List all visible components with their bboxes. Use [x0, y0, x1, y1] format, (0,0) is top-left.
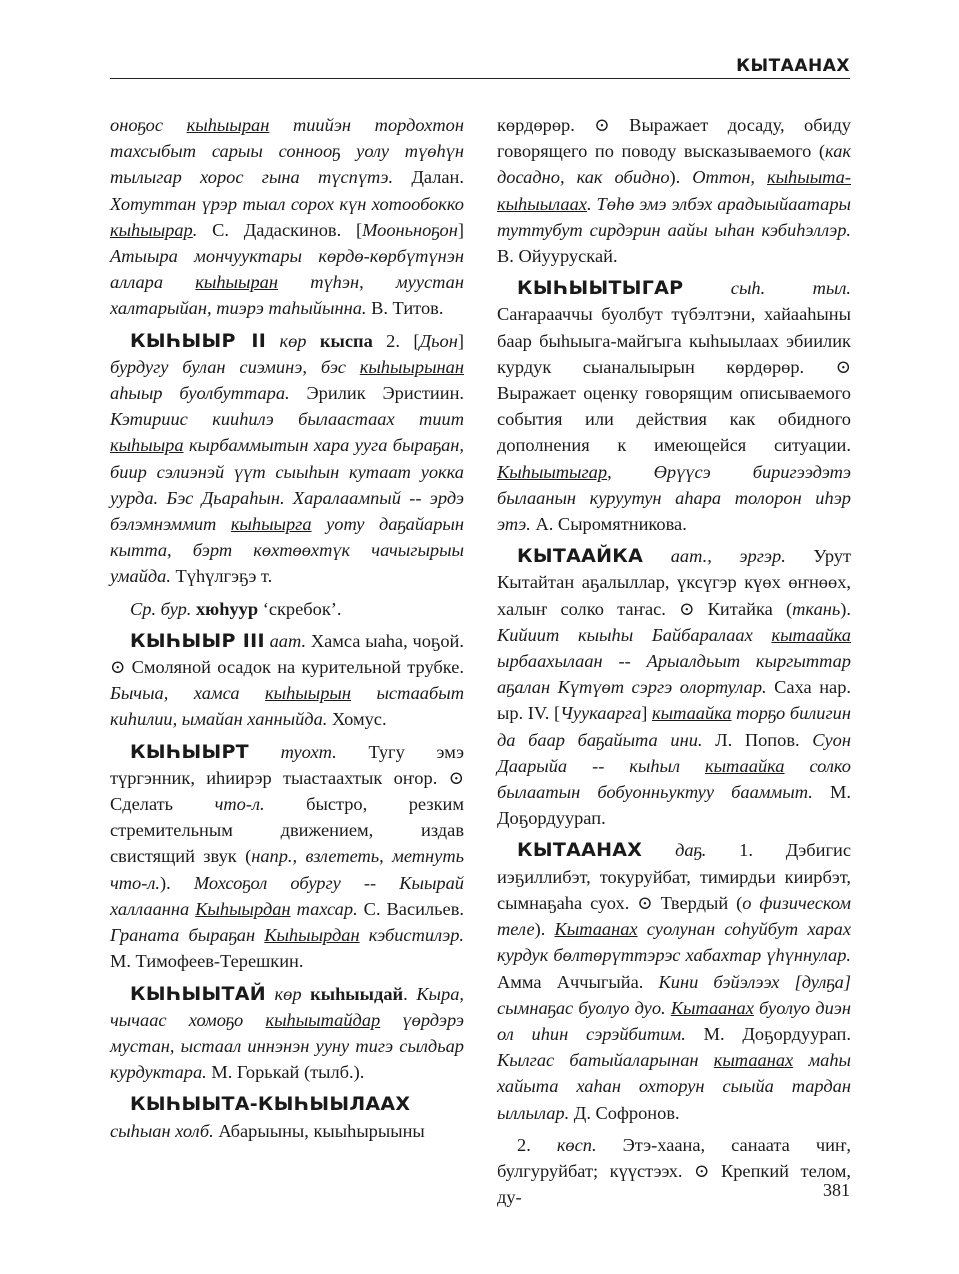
example-text: Мохсоҕол обургу -- Кыырай халлаанна: [110, 872, 464, 919]
entry-text: ).: [534, 919, 555, 940]
example-text: тахсар.: [290, 898, 358, 919]
example-text: тиийэн тордохтон тахсыбыт сарыы соннооҕ уолу түөһүн тылыгар хорос гына түспүтэ.: [110, 115, 464, 188]
highlighted-word: кытаанах: [713, 1050, 794, 1071]
headword: КЫҺЫЫР II: [130, 329, 267, 352]
headword: КЫТААЙКА: [517, 545, 644, 568]
example-text: Суон Даарыйа -- кыһыл: [497, 729, 851, 776]
headword: КЫҺЫЫТАЙ: [130, 982, 266, 1005]
entry-text: Абарыыны, кыыһырыыны: [213, 1120, 425, 1141]
entry-text: С. Дадаскинов. [: [197, 219, 363, 240]
example-text: суолунан соһуйбут харах курдук бөлтөрүттэрэс хабахтар үһүннулар.: [497, 919, 851, 966]
highlighted-word: Кыһыырдан: [264, 925, 360, 946]
example-text: о физическом теле: [497, 892, 851, 940]
highlighted-word: Кытаанах: [554, 919, 638, 940]
example-text: Мооньноҕон: [362, 219, 458, 240]
highlighted-word: кыһыырын: [265, 683, 351, 704]
entry-text: ]: [457, 330, 464, 351]
headword: КЫҺЫЫРТ: [130, 740, 249, 763]
left-column: [110, 112, 464, 1144]
example-text: көсп.: [556, 1134, 597, 1155]
highlighted-word: кыһыыран: [195, 272, 278, 293]
continued-paragraph: [110, 112, 464, 322]
example-text: Граната быраҕан: [110, 925, 265, 946]
entry-text: быстро, резким стремительным движением, издав свистящий звук (: [110, 794, 464, 867]
highlighted-word: Кытаанах: [670, 997, 754, 1018]
entry-text: Далан.: [393, 167, 464, 188]
highlighted-word: кыһыырар: [110, 219, 193, 240]
dictionary-entry: [110, 628, 464, 733]
example-text: Кыра, чычаас хомоҕо: [110, 983, 464, 1030]
entry-text: Урут Кытайтан аҕалыллар, үксүгэр күөх өҥнөөх, халыҥ солко таҥас. ⊙ Китайка (: [497, 546, 852, 619]
example-text: солко былаатын бобуонньуктуу бааммыт.: [497, 755, 851, 803]
dictionary-entry: [497, 837, 851, 1125]
example-text: үөрдэрэ мустан, ыстаал иннэнэн ууну тигэ сылдьар курдуктара.: [110, 1009, 465, 1083]
example-text: как досадно, как обидно: [497, 141, 851, 188]
entry-text: Д. Софронов.: [569, 1102, 680, 1123]
entry-text: Амма Аччыгыйа.: [497, 971, 659, 992]
example-text: Кэтириис кииһилэ былаастаах тиит: [110, 409, 464, 430]
entry-text: .: [403, 983, 417, 1004]
example-text: ыстаабыт киһилии, ымайан ханныйда.: [110, 683, 464, 730]
entry-text: М. Доҕордуурап.: [685, 1023, 851, 1044]
example-text: сыһ. тыл.: [683, 278, 851, 299]
example-text: түһэн, муустан халтарыйан, тиэрэ таһыйынна.: [110, 272, 464, 319]
header-rule: [110, 78, 850, 79]
example-text: Оттон,: [692, 167, 767, 188]
example-text: туохт.: [248, 741, 337, 762]
example-text: буолуо диэн ол иһин сэрэйбитим.: [497, 997, 851, 1044]
highlighted-word: кытаайка: [704, 755, 785, 776]
highlighted-word: кыһыыран: [186, 115, 270, 135]
example-text: ырбаахылаан -- Арыалдьыт кыргыттар аҕалан Күтүөт сэргэ олортулар.: [497, 651, 851, 698]
entry-text: Хамса ыаһа, чоҕой. ⊙ Смоляной осадок на курительной трубке.: [110, 630, 464, 678]
headword: КЫҺЫЫТА-КЫҺЫЫЛААХ: [130, 1093, 411, 1116]
example-text: кэбистилэр.: [359, 925, 464, 946]
example-text: даҕ.: [642, 840, 707, 861]
example-text: көр: [265, 983, 311, 1004]
highlighted-word: кытаайка: [771, 624, 851, 645]
example-text: Дьон: [419, 330, 458, 351]
example-text: напр., взлететь, метнуть что-л.: [110, 846, 464, 893]
entry-text: Л. Попов.: [702, 729, 813, 750]
entry-text: С. Васильев.: [357, 898, 464, 919]
page-number: 381: [823, 1180, 850, 1200]
example-text: сыһыан холб.: [110, 1120, 214, 1141]
entry-text: М. Горькай (тылб.).: [206, 1062, 365, 1083]
entry-text: ‘скребок’.: [258, 598, 342, 619]
entry-text: ).: [840, 598, 851, 619]
example-text: дулҕа: [801, 971, 844, 992]
entry-text: Саха нар. ыр. IV. [: [497, 677, 851, 724]
example-text: Хотуттан үрэр тыал сорох күн хотообокко: [110, 193, 464, 214]
right-column: [497, 112, 851, 1210]
example-text: ] сымнаҕас буолуо дуо.: [497, 971, 851, 1018]
dictionary-entry: [110, 981, 464, 1086]
entry-text: ]: [641, 703, 653, 724]
example-text: бурдугу булан сиэминэ, бэс: [110, 356, 360, 377]
example-text: Кийиит кыыһы Байбаралаах: [497, 624, 772, 645]
example-text: .: [192, 219, 198, 240]
example-text: аһыыр буолбуттара.: [110, 383, 290, 404]
cross-reference: кыспа: [319, 330, 373, 351]
running-header: КЫТААНАХ: [736, 56, 850, 76]
entry-text: Хомус.: [327, 709, 387, 730]
highlighted-word: кыһыырынан: [359, 356, 464, 377]
entry-text: В. Ойуурускай.: [497, 246, 618, 267]
continued-paragraph: [497, 112, 851, 269]
cross-reference: кыһыыдай: [310, 983, 404, 1004]
entry-text: ).: [160, 872, 194, 893]
example-text: Бычыа, хамса: [110, 683, 266, 704]
entry-text: Этэ-хаана, санаата чиҥ, булгуруйбат; күүстээх. ⊙ Крепкий телом, ду-: [497, 1134, 852, 1208]
headword: КЫҺЫЫТЫГАР: [517, 277, 684, 300]
example-text: аат.: [264, 630, 307, 651]
example-text: маһы хайыта хаһан охторун сыыйа тардан ыллылар.: [497, 1050, 851, 1123]
entry-text: 1. Дэбигис иэҕиллибэт, токуруйбат, тимирдьи киирбэт, сымнаҕаһа суох. ⊙ Твердый (: [497, 840, 851, 913]
entry-text: ]: [457, 219, 464, 240]
entry-text: Түһүлгэҕэ т.: [170, 566, 273, 587]
example-text: . Төһө эмэ элбэх арадыыйаатары туттубут сирдэрин аайы ыһан кэбиһэллэр.: [497, 193, 851, 240]
dictionary-entry: [497, 543, 851, 831]
highlighted-word: кытаайка: [652, 703, 732, 724]
dictionary-entry: [110, 596, 464, 622]
example-text: Атыыра мончууктары көрдө-көрбүтүнэн аллара: [110, 246, 464, 293]
example-text: Чуукаарга: [560, 703, 642, 724]
entry-text: М. Тимофеев-Терешкин.: [110, 951, 304, 972]
example-text: ткань: [792, 598, 841, 619]
entry-text: 2. [: [372, 330, 420, 351]
entry-text: көрдөрөр. ⊙ Выражает досаду, обиду говорящего по поводу высказываемого (: [497, 115, 851, 162]
entry-text: Тугу эмэ түргэнник, иһиирэр тыастаахтык оҥор. ⊙ Сделать: [110, 741, 464, 815]
example-text: Кылгас батыйаларынан: [497, 1050, 714, 1071]
headword: КЫТААНАХ: [517, 839, 643, 862]
headword: КЫҺЫЫР III: [130, 629, 265, 652]
entry-text: А. Сыромятникова.: [530, 514, 687, 535]
highlighted-word: кыһыыра: [110, 435, 184, 456]
entry-text: М. Доҕордуурап.: [497, 782, 851, 829]
highlighted-word: Кыһыырдан: [195, 898, 291, 919]
cross-reference: хюһуур: [195, 598, 259, 619]
example-text: көр: [266, 330, 320, 351]
highlighted-word: кыһыыта-кыһыылаах: [497, 167, 851, 214]
highlighted-word: Кыһыытыгар: [497, 461, 608, 482]
highlighted-word: кыһыытайдар: [265, 1009, 381, 1030]
dictionary-entry: [110, 739, 464, 975]
example-text: что-л.: [214, 794, 265, 815]
entry-text: 2.: [517, 1134, 557, 1155]
example-text: аат., эргэр.: [643, 546, 786, 567]
highlighted-word: кыһыырга: [230, 514, 312, 535]
example-text: уоту даҕайарын кытта, бэрт көхтөөхтүк чачыгырыы умайда.: [110, 514, 464, 587]
example-text: , Өрүүсэ биригээдэтэ былаанын куруутун аһара толорон иһэр этэ.: [497, 461, 851, 535]
example-text: оноҕос: [110, 115, 187, 135]
example-text: кырбаммытын хара ууга быраҕан, биир сэлиэнэй үүт сыыһын кутаат уокка уурда. Бэс Дьараһын. Харалаампый -- эрдэ бэлэмнэммит: [110, 435, 464, 535]
entry-text: В. Титов.: [366, 298, 444, 319]
example-text: Кини бэйэлээх [: [658, 971, 802, 992]
entry-text: Саҥарааччы буолбут түбэлтэни, хайааһыны баар быһыыга-майгыга кыһыылаах эбиилик курдук сыаналыырын көрдөрөр. ⊙ Выражает оценку говорящим описываемого события или действия как обидного дополнения к имеющейся ситуации.: [497, 304, 851, 456]
example-text: Ср. бур.: [130, 598, 196, 619]
example-text: торҕо билигин да баар баҕайыта ини.: [497, 703, 851, 750]
dictionary-entry: [497, 275, 851, 537]
entry-text: Эрилик Эристиин.: [289, 383, 465, 404]
dictionary-entry: [110, 1091, 464, 1143]
dictionary-entry: [110, 328, 464, 590]
entry-text: ).: [669, 167, 693, 188]
